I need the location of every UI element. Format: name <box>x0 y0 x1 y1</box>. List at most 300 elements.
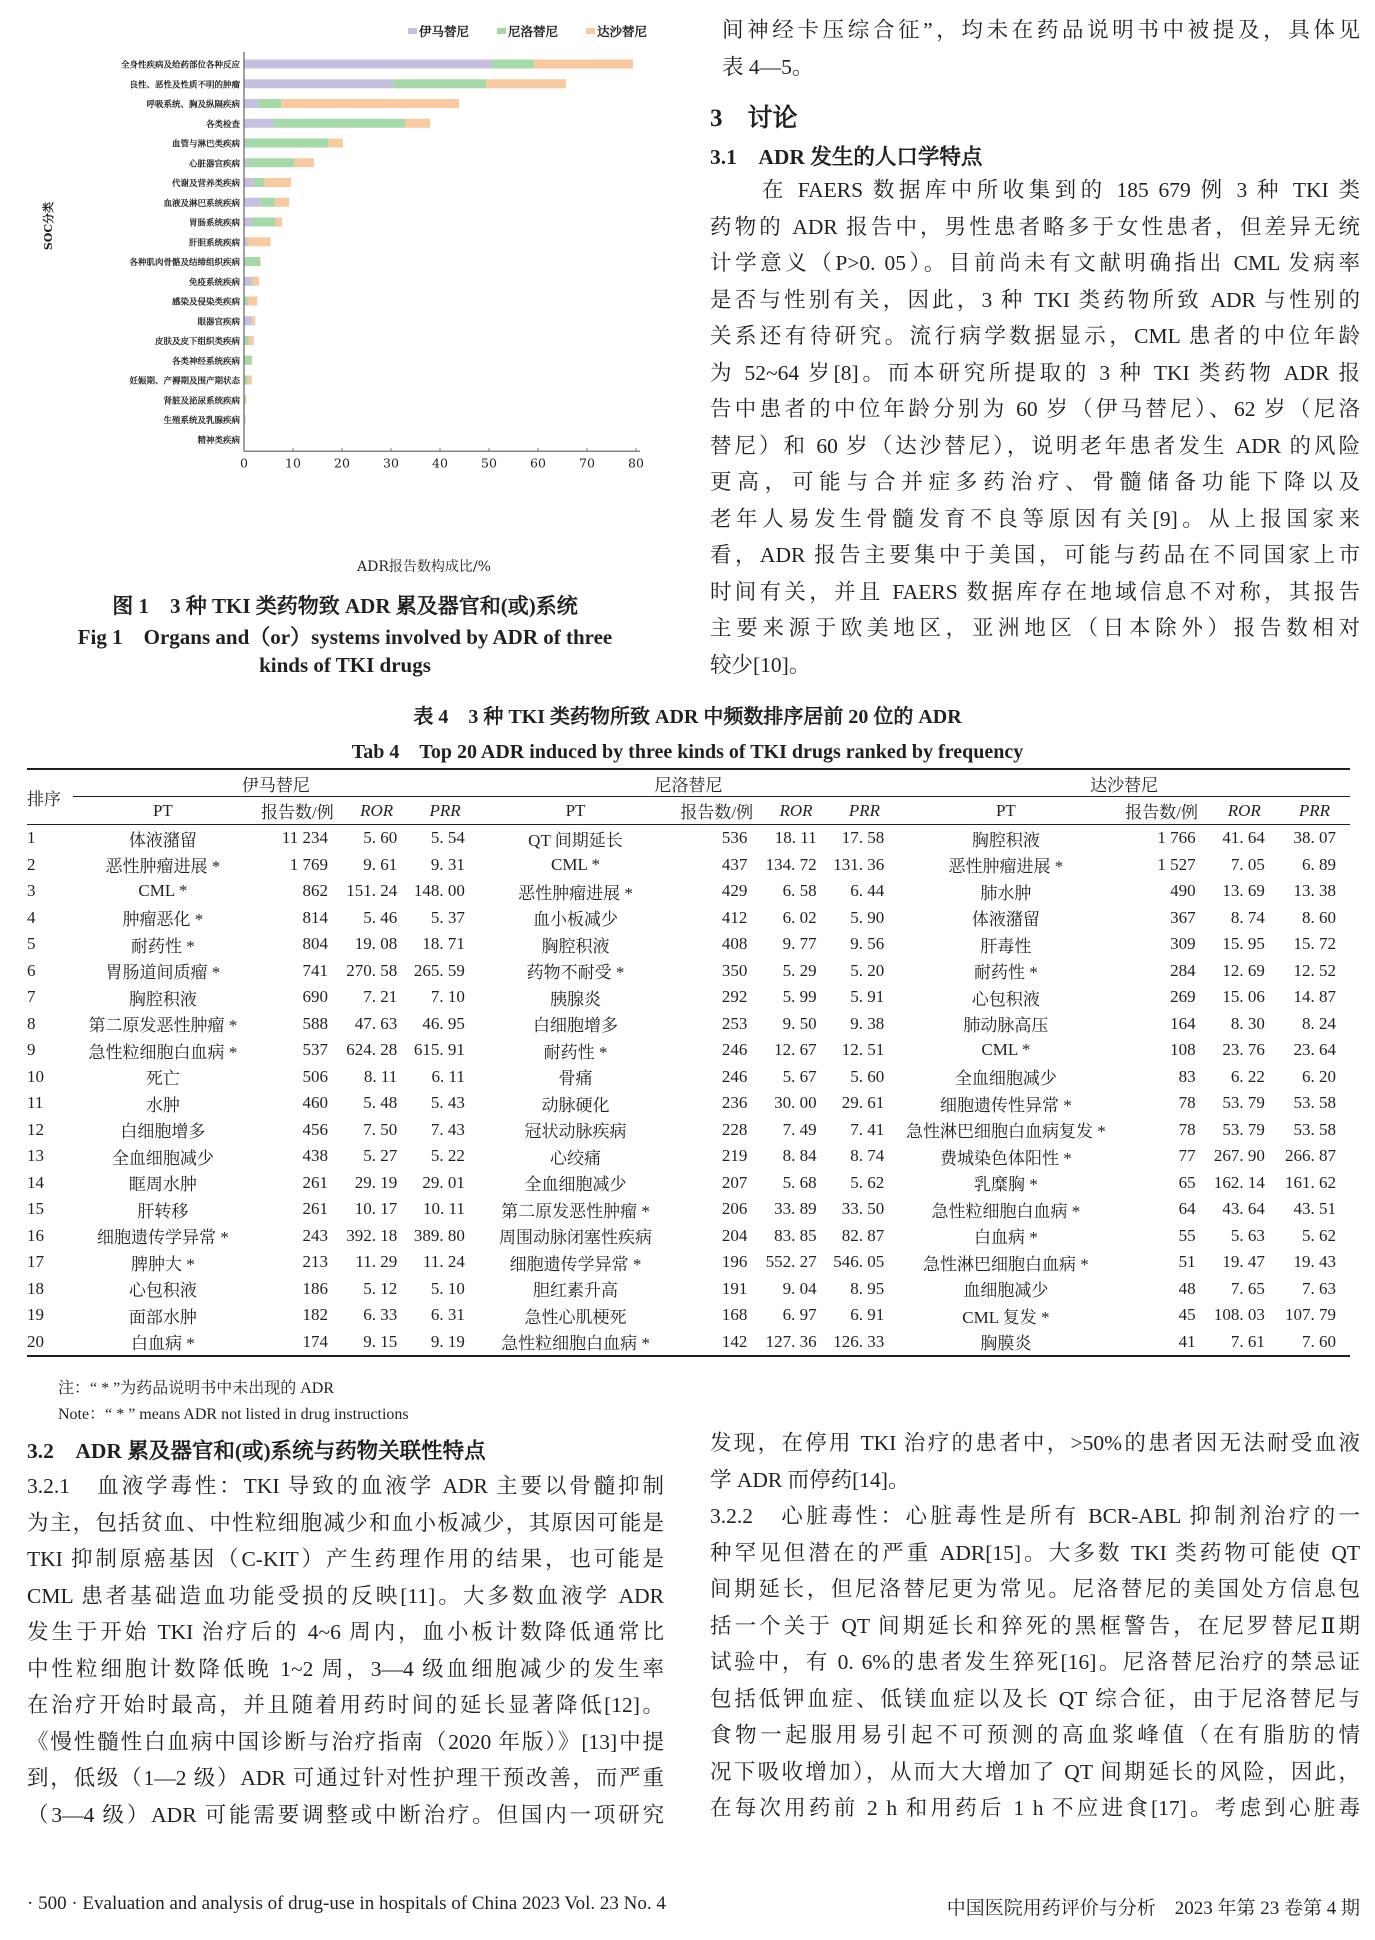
table-row <box>27 1037 1350 1064</box>
pt-cell: 面部水肿 <box>128 1307 197 1327</box>
count-cell: 236 <box>721 1093 748 1113</box>
count-cell: 1 766 <box>1157 828 1196 848</box>
text-line: 在治疗开始时最高，并且随着用药时间的延长显著降低[12]。 <box>27 1693 664 1717</box>
pt-cell: 第二原发恶性肿瘤 * <box>501 1201 650 1221</box>
category-label: 呼吸系统、胸及纵隔疾病 <box>146 100 240 110</box>
paragraph-3-2-1 <box>27 1468 664 1833</box>
prr-cell: 9. 38 <box>850 1013 885 1033</box>
ror-cell: 5. 27 <box>363 1146 398 1166</box>
column-header-pt: PT <box>479 797 672 825</box>
count-cell: 437 <box>721 854 748 874</box>
table-caption-zh: 表 4 3 种 TKI 类药物所致 ADR 中频数排序居前 20 位的 ADR <box>413 706 962 728</box>
ror-cell: 552. 27 <box>765 1252 817 1272</box>
ror-cell: 6. 58 <box>782 881 817 901</box>
ror-cell: 624. 28 <box>346 1040 398 1060</box>
footer-journal-en: · 500 · Evaluation and analysis of drug-use in hospitals of China 2023 Vol. 23 No. 4 <box>27 1893 666 1914</box>
bar-segment-nilotinib <box>254 178 264 187</box>
text-line: 包括低钾血症、低镁血症以及长 QT 综合征，由于尼洛替尼与 <box>710 1686 1360 1711</box>
prr-cell: 38. 07 <box>1293 828 1336 848</box>
category-label: 血液及淋巴系统疾病 <box>163 198 240 209</box>
rank-cell: 20 <box>27 1329 73 1357</box>
text-line: 关系还有待研究。流行病学数据显示，CML 患者的中位年龄 <box>710 324 1360 348</box>
count-cell: 438 <box>302 1146 329 1166</box>
prr-cell: 546. 05 <box>833 1252 885 1272</box>
category-label: 胃肠系统疾病 <box>188 218 240 229</box>
count-cell: 48 <box>1178 1278 1196 1298</box>
bar-segment-dasatinib <box>245 395 246 404</box>
count-cell: 537 <box>302 1040 329 1060</box>
ror-cell: 8. 74 <box>1230 907 1265 927</box>
bar-segment-dasatinib <box>275 198 289 207</box>
rank-cell: 1 <box>27 828 36 848</box>
prr-cell: 9. 19 <box>411 1329 479 1357</box>
pt-cell: 肺水肿 <box>980 883 1032 903</box>
pt-cell: 耐药性 * <box>131 936 195 956</box>
count-cell: 536 <box>721 828 748 848</box>
text-line: 更高，可能与合并症多药治疗、骨髓储备功能下降以及 <box>710 470 1360 494</box>
pt-cell: 药物不耐受 * <box>526 963 625 983</box>
text-line: 《慢性髓性白血病中国诊断与治疗指南（2020 年版）》[13]中提 <box>27 1729 664 1754</box>
pt-cell: 骨痛 <box>558 1069 593 1089</box>
ror-cell: 162. 14 <box>1213 1172 1265 1192</box>
count-cell: 164 <box>1170 1013 1196 1033</box>
prr-cell: 6. 20 <box>1302 1066 1336 1086</box>
ror-cell: 5. 46 <box>363 907 398 927</box>
count-cell: 269 <box>1170 987 1196 1007</box>
table-row <box>27 1011 1350 1038</box>
figure-caption-zh: 图 1 3 种 TKI 类药物致 ADR 累及器官和(或)系统 <box>112 594 578 618</box>
pt-cell: CML * <box>551 854 600 874</box>
text-line: 时间有关，并且 FAERS 数据库存在地域信息不对称，其报告 <box>710 579 1360 604</box>
table-row <box>27 878 1350 905</box>
prr-cell: 7. 60 <box>1279 1329 1350 1357</box>
bar-segment-nilotinib <box>245 356 252 365</box>
rank-cell: 12 <box>27 1119 44 1139</box>
rank-cell: 10 <box>27 1066 44 1086</box>
ror-cell: 33. 89 <box>774 1199 817 1219</box>
count-cell: 64 <box>1178 1199 1196 1219</box>
text-line: 告中患者的中位年龄分别为 60 岁（伊马替尼）、62 岁（尼洛 <box>710 397 1360 421</box>
category-label: 代谢及营养类疾病 <box>171 179 240 189</box>
bar-segment-imatinib <box>244 316 252 325</box>
count-cell: 1 769 <box>289 854 329 874</box>
prr-cell: 8. 95 <box>850 1278 885 1298</box>
pt-cell: 费城染色体阳性 * <box>940 1148 1072 1168</box>
ror-cell: 151. 24 <box>346 881 398 901</box>
pt-cell: 第二原发恶性肿瘤 * <box>88 1016 238 1036</box>
x-tick-label: 30 <box>383 455 399 471</box>
pt-cell: 死亡 <box>145 1069 180 1089</box>
pt-cell: 胸腔积液 <box>128 989 197 1009</box>
table-row <box>27 958 1350 985</box>
ror-cell: 5. 29 <box>782 960 817 980</box>
bar-segment-dasatinib <box>294 158 314 167</box>
pt-cell: 恶性肿瘤进展 * <box>518 883 633 903</box>
count-cell: 429 <box>721 881 748 901</box>
prr-cell: 5. 60 <box>850 1066 885 1086</box>
prr-cell: 7. 10 <box>430 987 465 1007</box>
bar-segment-nilotinib <box>492 60 534 69</box>
chart-y-axis-label: SOC分类 <box>42 201 55 251</box>
count-cell: 41 <box>1114 1329 1210 1357</box>
prr-cell: 8. 74 <box>850 1146 885 1166</box>
x-tick-label: 70 <box>579 455 595 471</box>
category-label: 肾脏及泌尿系统疾病 <box>163 396 240 407</box>
prr-cell: 8. 24 <box>1302 1013 1336 1033</box>
bar-segment-dasatinib <box>534 60 633 69</box>
column-header-ror: ROR <box>1210 797 1279 825</box>
table-row <box>27 1143 1350 1170</box>
count-cell: 174 <box>253 1329 342 1357</box>
category-label: 全身性疾病及给药部位各种反应 <box>120 60 240 71</box>
prr-cell: 33. 50 <box>841 1199 885 1219</box>
prr-cell: 161. 62 <box>1285 1172 1336 1192</box>
count-cell: 77 <box>1178 1146 1196 1166</box>
column-header-ror: ROR <box>342 797 411 825</box>
bar-segment-imatinib <box>244 79 393 88</box>
count-cell: 186 <box>302 1278 329 1298</box>
table-row <box>27 1249 1350 1276</box>
pt-cell: 急性粒细胞白血病 * <box>88 1042 238 1062</box>
prr-cell: 13. 38 <box>1293 881 1336 901</box>
prr-cell: 53. 58 <box>1293 1093 1336 1113</box>
pt-cell: 恶性肿瘤进展 * <box>948 857 1064 877</box>
column-header-prr: PRR <box>1279 797 1350 825</box>
pt-cell: 体液潴留 <box>128 830 197 850</box>
figure-caption-en: Fig 1 Organs and（or）systems involved by ADR of three <box>77 625 613 649</box>
prr-cell: 29. 01 <box>422 1172 465 1192</box>
ror-cell: 5. 99 <box>782 987 817 1007</box>
ror-cell: 9. 04 <box>782 1278 817 1298</box>
pt-cell: 胰腺炎 <box>549 989 601 1009</box>
x-tick-label: 40 <box>432 455 448 471</box>
legend-label: 尼洛替尼 <box>508 24 559 39</box>
category-label: 精神类疾病 <box>197 435 240 446</box>
ror-cell: 392. 18 <box>346 1225 398 1245</box>
bar-segment-nilotinib <box>245 336 249 345</box>
prr-cell: 43. 51 <box>1293 1199 1336 1219</box>
pt-cell: 全血细胞减少 <box>954 1069 1057 1089</box>
count-cell: 204 <box>721 1225 748 1245</box>
ror-cell: 83. 85 <box>774 1225 817 1245</box>
count-cell: 253 <box>721 1013 748 1033</box>
prr-cell: 6. 89 <box>1302 854 1336 874</box>
ror-cell: 30. 00 <box>774 1093 817 1113</box>
pt-cell: CML * <box>138 881 188 901</box>
prr-cell: 14. 87 <box>1293 987 1336 1007</box>
pt-cell: 体液潴留 <box>971 910 1040 930</box>
text-line: 在每次用药前 2 h 和用药后 1 h 不应进食[17]。考虑到心脏毒 <box>710 1796 1360 1820</box>
pt-cell: 耐药性 * <box>974 963 1038 983</box>
bar-segment-imatinib <box>244 178 254 187</box>
ror-cell: 15. 06 <box>1222 987 1265 1007</box>
ror-cell: 270. 58 <box>346 960 398 980</box>
bar-segment-imatinib <box>244 99 258 108</box>
prr-cell: 126. 33 <box>831 1329 899 1357</box>
ror-cell: 9. 15 <box>342 1329 411 1357</box>
column-header-pt: PT <box>898 797 1113 825</box>
count-cell: 206 <box>721 1199 748 1219</box>
pt-cell: 肿瘤恶化 * <box>122 910 204 930</box>
count-cell: 191 <box>721 1278 748 1298</box>
ror-cell: 12. 69 <box>1222 960 1265 980</box>
prr-cell: 46. 95 <box>422 1013 465 1033</box>
count-cell: 804 <box>302 934 329 954</box>
rank-cell: 18 <box>27 1278 44 1298</box>
ror-cell: 9. 50 <box>782 1013 817 1033</box>
pt-cell: 脾肿大 * <box>131 1254 195 1274</box>
prr-cell: 389. 80 <box>413 1225 465 1245</box>
bar-segment-nilotinib <box>245 139 328 148</box>
table-4 <box>27 768 1350 1357</box>
ror-cell: 11. 29 <box>355 1252 398 1272</box>
text-line: 试验中，有 0. 6%的患者发生猝死[16]。尼洛替尼治疗的禁忌证 <box>710 1650 1360 1674</box>
table-row <box>27 1276 1350 1303</box>
ror-cell: 18. 11 <box>774 828 817 848</box>
ror-cell: 47. 63 <box>354 1013 398 1033</box>
ror-cell: 5. 67 <box>782 1066 817 1086</box>
ror-cell: 41. 64 <box>1222 828 1265 848</box>
count-cell: 246 <box>721 1066 748 1086</box>
bar-segment-imatinib <box>244 198 260 207</box>
prr-cell: 8. 60 <box>1302 907 1336 927</box>
group-header-imatinib: 伊马替尼 <box>73 769 479 797</box>
table-row <box>27 931 1350 958</box>
count-cell: 350 <box>721 960 748 980</box>
count-cell: 408 <box>721 934 748 954</box>
text-line: 替尼）和 60 岁（达沙替尼），说明老年患者发生 ADR 的风险 <box>710 433 1360 458</box>
pt-cell: 血小板减少 <box>532 910 618 930</box>
count-cell: 588 <box>302 1013 329 1033</box>
legend-swatch-dasatinib <box>586 28 595 34</box>
table-row <box>27 1329 1350 1357</box>
pt-cell: 肺动脉高压 <box>963 1016 1049 1036</box>
prr-cell: 15. 72 <box>1293 934 1336 954</box>
count-cell: 690 <box>302 987 329 1007</box>
pt-cell: 周围动脉闭塞性疾病 <box>498 1228 652 1248</box>
x-tick-label: 10 <box>285 455 301 471</box>
bar-segment-nilotinib <box>245 376 247 385</box>
count-cell: 55 <box>1178 1225 1196 1245</box>
bar-segment-dasatinib <box>329 139 343 148</box>
prr-cell: 17. 58 <box>841 828 885 848</box>
x-tick-label: 20 <box>334 455 350 471</box>
prr-cell: 5. 54 <box>430 828 465 848</box>
prr-cell: 53. 58 <box>1293 1119 1336 1139</box>
category-label: 感染及侵染类疾病 <box>171 297 240 308</box>
prr-cell: 18. 71 <box>422 934 465 954</box>
text-line: CML 患者基础造血功能受损的反映[11]。大多数血液学 ADR <box>27 1583 664 1608</box>
text-line: 况下吸收增加），从而大大增加了 QT 间期延长的风险，因此， <box>710 1759 1360 1784</box>
ror-cell: 29. 19 <box>354 1172 398 1192</box>
ror-cell: 7. 50 <box>363 1119 398 1139</box>
count-cell: 367 <box>1170 907 1196 927</box>
text-line: 3.2.2 心脏毒性：心脏毒性是所有 BCR-ABL 抑制剂治疗的一 <box>710 1504 1360 1528</box>
group-header-nilotinib: 尼洛替尼 <box>479 769 898 797</box>
rank-cell: 17 <box>27 1252 44 1272</box>
count-cell: 490 <box>1170 881 1196 901</box>
pt-cell: 全血细胞减少 <box>111 1148 214 1168</box>
count-cell: 292 <box>721 987 748 1007</box>
ror-cell: 7. 21 <box>363 987 398 1007</box>
ror-cell: 43. 64 <box>1222 1199 1265 1219</box>
pt-cell: 心包积液 <box>971 989 1040 1009</box>
figure-1-chart <box>20 18 680 578</box>
prr-cell: 6. 91 <box>850 1305 885 1325</box>
prr-cell: 266. 87 <box>1285 1146 1336 1166</box>
prr-cell: 12. 52 <box>1293 960 1336 980</box>
text-line: 为主，包括贫血、中性粒细胞减少和血小板减少，其原因可能是 <box>27 1510 664 1535</box>
count-cell: 213 <box>302 1252 329 1272</box>
table-row <box>27 852 1350 879</box>
prr-cell: 107. 79 <box>1285 1305 1336 1325</box>
text-line: 表 4—5。 <box>722 54 814 79</box>
prr-cell: 5. 43 <box>430 1093 465 1113</box>
rank-cell: 3 <box>27 881 36 901</box>
prr-cell: 6. 44 <box>850 881 885 901</box>
count-cell: 506 <box>302 1066 329 1086</box>
text-line: 发生于开始 TKI 治疗后的 4~6 周内，血小板计数降低通常比 <box>27 1620 664 1644</box>
text-line: 中性粒细胞计数降低晚 1~2 周，3—4 级血细胞减少的发生率 <box>27 1656 664 1681</box>
ror-cell: 9. 61 <box>363 854 398 874</box>
rank-cell: 13 <box>27 1146 44 1166</box>
figure-caption-en-cont: kinds of TKI drugs <box>259 653 431 677</box>
count-cell: 412 <box>721 907 748 927</box>
chart-category-labels <box>121 60 241 446</box>
ror-cell: 8. 11 <box>363 1066 398 1086</box>
pt-cell: 乳糜胸 * <box>974 1175 1038 1195</box>
bar-segment-nilotinib <box>252 218 276 227</box>
ror-cell: 5. 60 <box>363 828 398 848</box>
column-header-prr: PRR <box>411 797 479 825</box>
prr-cell: 5. 62 <box>850 1172 885 1192</box>
rank-cell: 15 <box>27 1199 44 1219</box>
rank-cell: 5 <box>27 934 36 954</box>
text-line: 3.2.1 血液学毒性：TKI 导致的血液学 ADR 主要以骨髓抑制 <box>27 1474 664 1498</box>
rank-cell: 14 <box>27 1172 44 1192</box>
bar-segment-imatinib <box>244 119 274 128</box>
pt-cell: 耐药性 * <box>543 1042 608 1062</box>
text-line: 是否与性别有关，因此，3 种 TKI 类药物所致 ADR 与性别的 <box>710 287 1360 312</box>
category-label: 肝胆系统疾病 <box>188 238 240 249</box>
count-cell: 51 <box>1178 1252 1196 1272</box>
bar-segment-nilotinib <box>245 257 260 266</box>
table-row <box>27 1196 1350 1223</box>
count-cell: 309 <box>1170 934 1196 954</box>
count-cell: 83 <box>1178 1066 1196 1086</box>
ror-cell: 7. 49 <box>782 1119 817 1139</box>
rank-cell: 8 <box>27 1013 36 1033</box>
ror-cell: 6. 22 <box>1230 1066 1265 1086</box>
rank-cell: 19 <box>27 1305 44 1325</box>
paragraph-3-2-2 <box>710 1425 1360 1827</box>
x-tick-label: 60 <box>530 455 546 471</box>
category-label: 各类神经系统疾病 <box>171 356 240 367</box>
text-line: 发现，在停用 TKI 治疗的患者中，>50%的患者因无法耐受血液 <box>710 1431 1360 1455</box>
prr-cell: 10. 11 <box>422 1199 465 1219</box>
text-line: 计学意义（P>0. 05）。目前尚未有文献明确指出 CML 发病率 <box>710 251 1360 275</box>
bar-segment-dasatinib <box>405 119 430 128</box>
text-line: 括一个关于 QT 间期延长和猝死的黑框警告，在尼罗替尼Ⅱ期 <box>710 1613 1360 1638</box>
count-cell: 456 <box>302 1119 329 1139</box>
pt-cell: 胸腔积液 <box>541 936 610 956</box>
count-cell: 814 <box>302 907 329 927</box>
ror-cell: 8. 84 <box>782 1146 817 1166</box>
prr-cell: 5. 22 <box>430 1146 465 1166</box>
rank-cell: 11 <box>27 1093 44 1113</box>
prr-cell: 6. 11 <box>431 1066 465 1086</box>
pt-cell: 胃肠道间质瘤 * <box>105 963 221 983</box>
pt-cell: 急性粒细胞白血病 * <box>931 1201 1081 1221</box>
pt-cell: 白血病 * <box>974 1228 1038 1248</box>
pt-cell: 细胞遗传性异常 * <box>940 1095 1072 1115</box>
ror-cell: 6. 97 <box>782 1305 817 1325</box>
count-cell: 219 <box>721 1146 748 1166</box>
ror-cell: 5. 63 <box>1230 1225 1265 1245</box>
legend-label: 伊马替尼 <box>419 24 470 39</box>
pt-cell: 血细胞减少 <box>963 1281 1049 1301</box>
pt-cell: 全血细胞减少 <box>524 1175 627 1195</box>
chart-bars <box>244 60 633 444</box>
text-line: （3—4 级）ADR 可能需要调整或中断治疗。但国内一项研究 <box>27 1802 664 1827</box>
ror-cell: 8. 30 <box>1230 1013 1265 1033</box>
text-line: 学 ADR 而停药[14]。 <box>710 1467 910 1492</box>
pt-cell: 白细胞增多 <box>532 1016 618 1036</box>
rank-cell: 16 <box>27 1225 44 1245</box>
ror-cell: 267. 90 <box>1213 1146 1265 1166</box>
table-row <box>27 1223 1350 1250</box>
text-line: 药物的 ADR 报告中，男性患者略多于女性患者，但差异无统 <box>710 214 1360 239</box>
bar-segment-dasatinib <box>486 79 566 88</box>
prr-cell: 23. 64 <box>1293 1040 1336 1060</box>
count-cell: 460 <box>302 1093 329 1113</box>
prr-cell: 5. 10 <box>430 1278 465 1298</box>
bar-segment-nilotinib <box>393 79 486 88</box>
bar-segment-nilotinib <box>260 198 275 207</box>
category-label: 妊娠期、产褥期及围产期状态 <box>129 376 240 387</box>
count-cell: 182 <box>302 1305 329 1325</box>
prr-cell: 131. 36 <box>833 854 885 874</box>
category-label: 血管与淋巴类疾病 <box>171 139 240 150</box>
rank-cell: 7 <box>27 987 36 1007</box>
count-cell: 246 <box>721 1040 748 1060</box>
prr-cell: 7. 63 <box>1302 1278 1336 1298</box>
count-cell: 196 <box>721 1252 748 1272</box>
bar-segment-nilotinib <box>274 119 405 128</box>
pt-cell: 胆红素升高 <box>532 1281 618 1301</box>
ror-cell: 5. 68 <box>782 1172 817 1192</box>
text-line: 为 52~64 岁[8]。而本研究所提取的 3 种 TKI 类药物 ADR 报 <box>710 360 1360 385</box>
count-cell: 45 <box>1178 1305 1196 1325</box>
count-cell: 741 <box>302 960 329 980</box>
ror-cell: 134. 72 <box>765 854 817 874</box>
pt-cell: QT 间期延长 <box>528 830 623 850</box>
prr-cell: 19. 43 <box>1293 1252 1336 1272</box>
pt-cell: 细胞遗传学异常 * <box>509 1254 642 1274</box>
prr-cell: 5. 90 <box>850 907 885 927</box>
prr-cell: 265. 59 <box>413 960 465 980</box>
pt-cell: 白血病 * <box>73 1329 253 1357</box>
bar-segment-nilotinib <box>258 99 281 108</box>
section-heading-discussion: 3 讨论 <box>710 105 798 132</box>
count-cell: 78 <box>1178 1119 1196 1139</box>
ror-cell: 108. 03 <box>1213 1305 1265 1325</box>
bar-segment-dasatinib <box>281 99 459 108</box>
category-label: 各类检查 <box>205 119 240 130</box>
chart-axes <box>240 52 644 470</box>
text-line: 老年人易发生骨髓发育不良等原因有关[9]。从上报国家来 <box>710 506 1360 531</box>
pt-cell: 急性淋巴细胞白血病 * <box>923 1254 1089 1274</box>
